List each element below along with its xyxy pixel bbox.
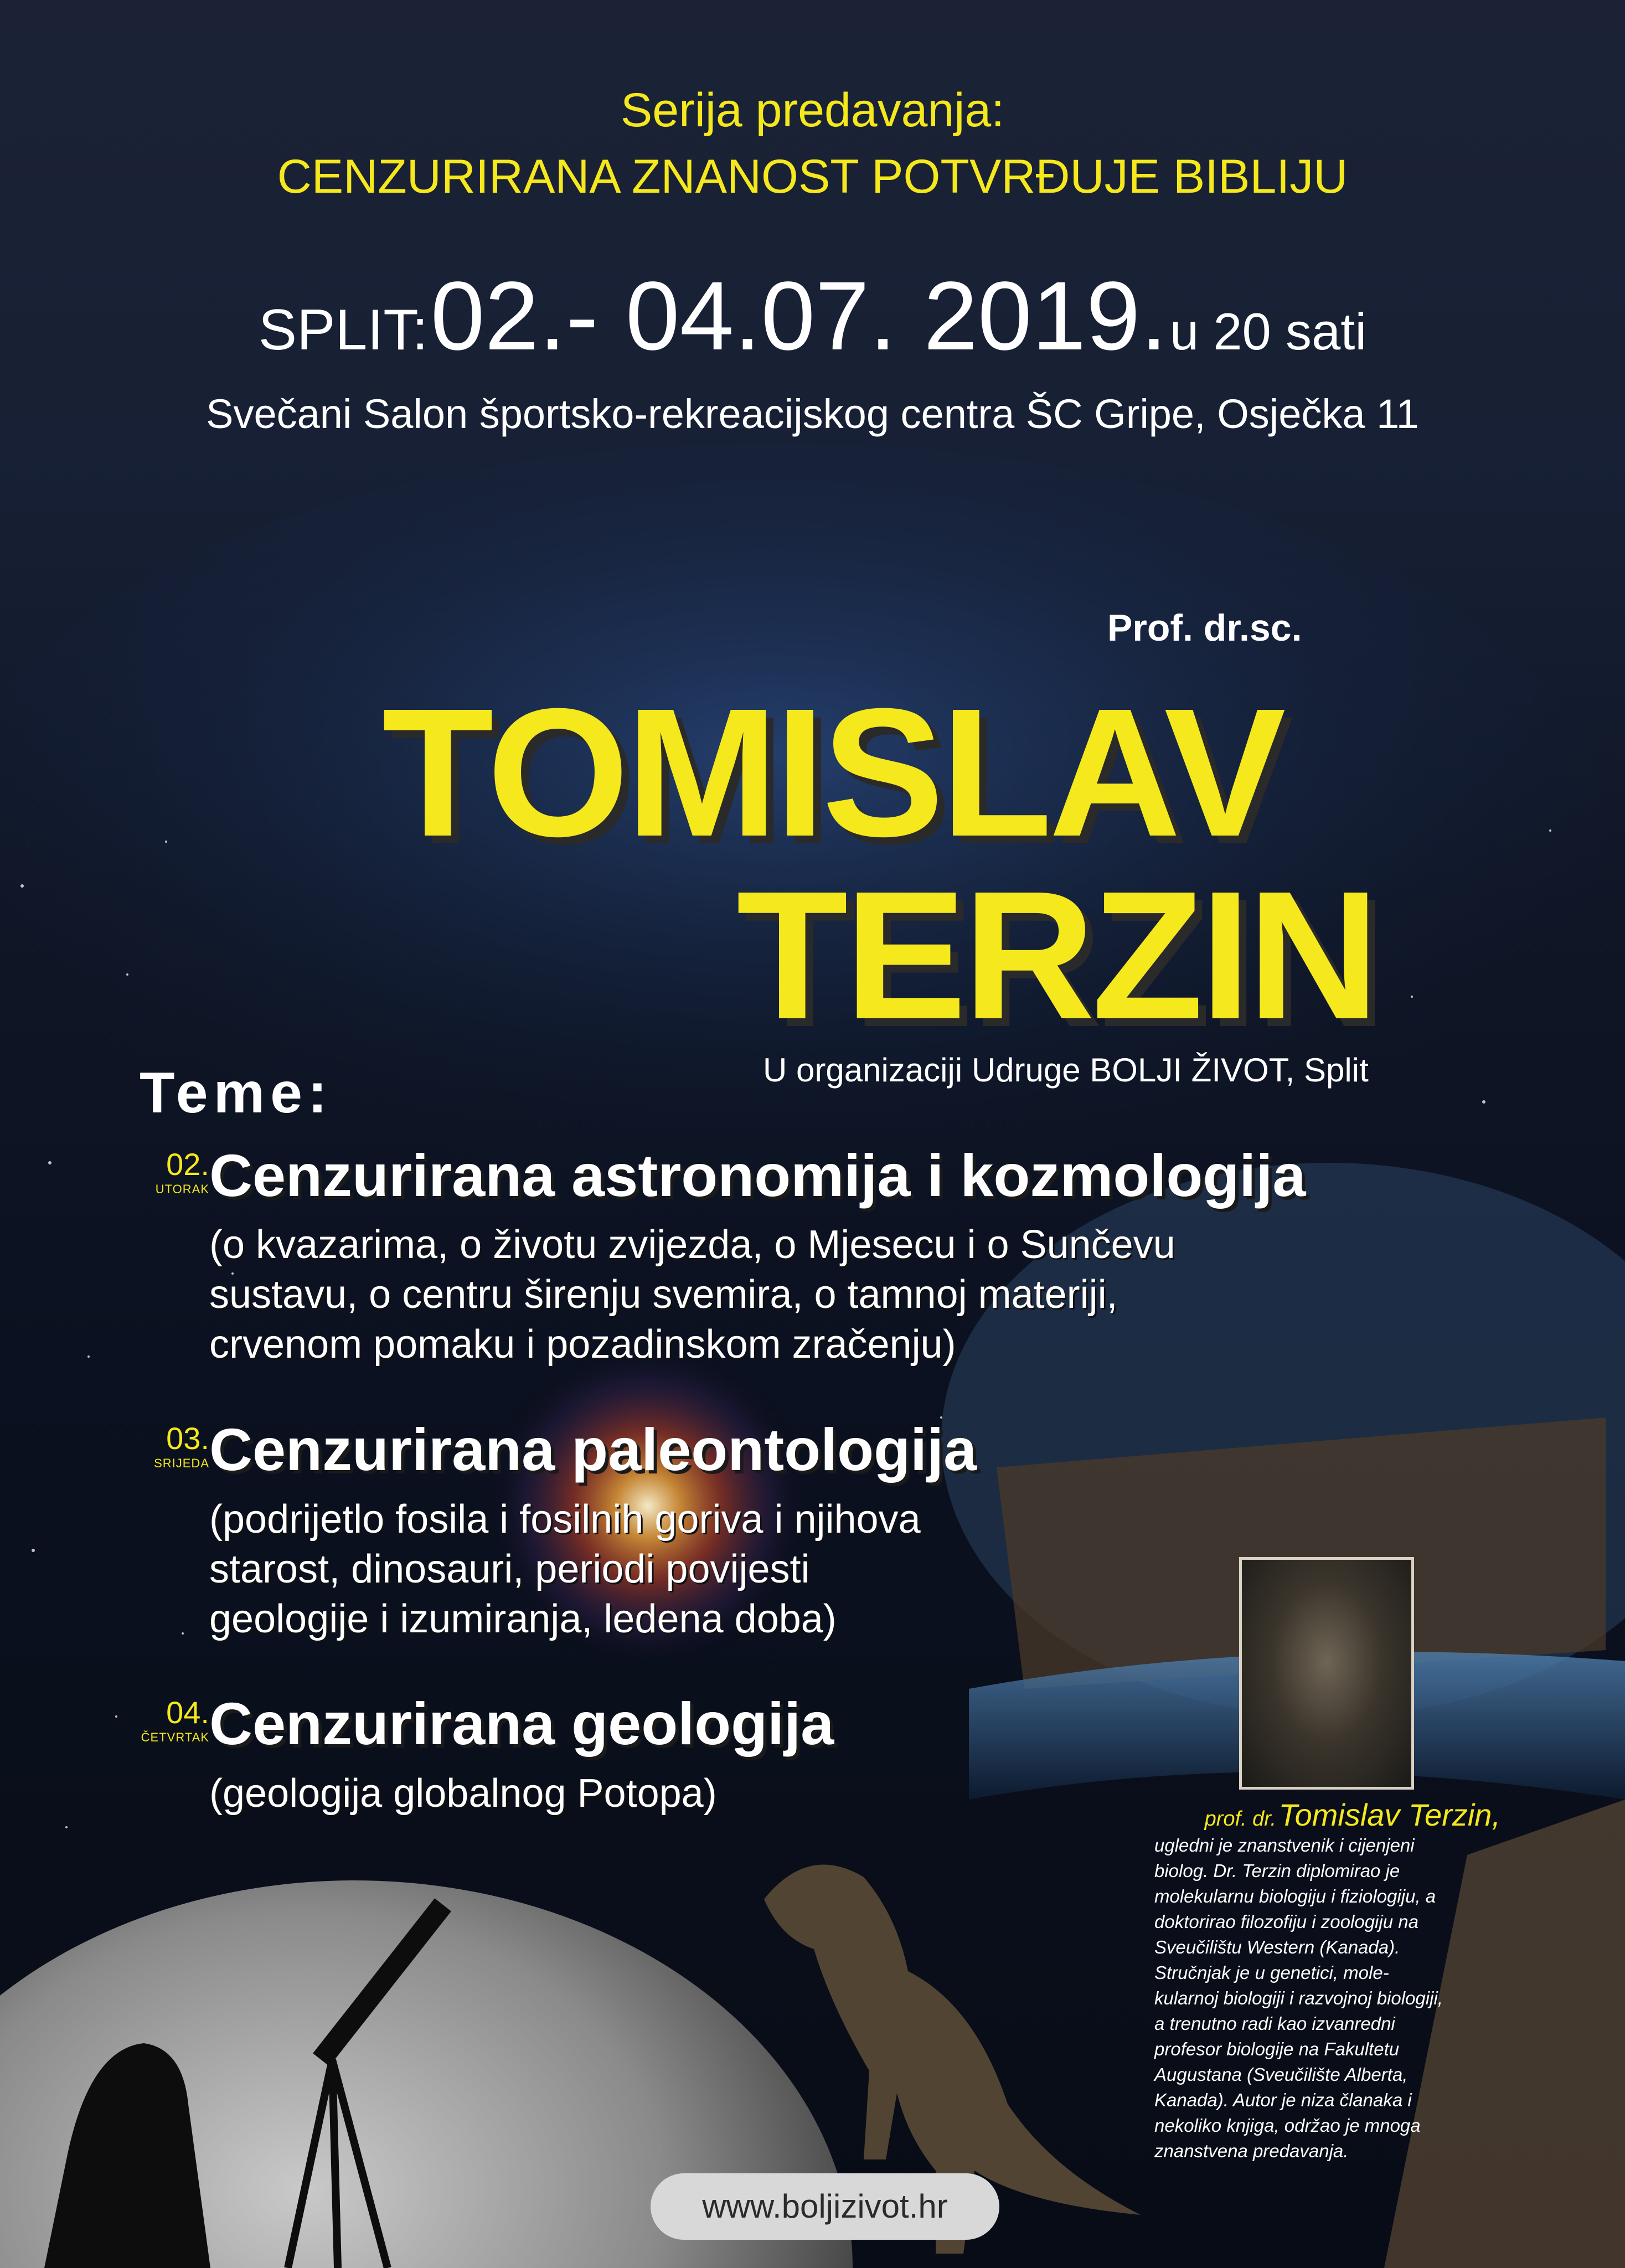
bio-line: Stručnjak je u genetici, mole-	[1154, 1962, 1389, 1983]
topic-1-title: Cenzurirana astronomija i kozmologija	[209, 1142, 1306, 1209]
topic-3-title: Cenzurirana geologija	[209, 1690, 834, 1757]
topic-2-title: Cenzurirana paleontologija	[209, 1416, 977, 1483]
bio-line: profesor biologije na Fakultetu	[1154, 2039, 1400, 2059]
topic-1-day: UTORAK	[155, 1182, 209, 1196]
topic-2-number: 03.	[166, 1421, 209, 1456]
topic-1-desc-line-1: (o kvazarima, o životu zvijezda, o Mjesecu i o Sunčevu	[209, 1223, 1175, 1267]
bio-line: Kanada). Autor je niza članaka i	[1154, 2090, 1412, 2110]
topic-1-desc-line-2: sustavu, o centru širenju svemira, o tamnoj materiji,	[209, 1272, 1118, 1317]
bio-line: Augustana (Sveučilište Alberta,	[1154, 2064, 1408, 2085]
topic-1-number: 02.	[166, 1147, 209, 1182]
bio-prefix: prof. dr.	[1204, 1807, 1277, 1831]
bio-heading	[1154, 1797, 1500, 1833]
city-label: SPLIT:	[258, 298, 429, 362]
bio-line: nekoliko knjiga, održao je mnoga	[1154, 2115, 1421, 2136]
topic-2-desc-line-2: starost, dinosauri, periodi povijesti	[209, 1547, 810, 1591]
bio-line: biolog. Dr. Terzin diplomirao je	[1154, 1860, 1400, 1881]
bio-line: a trenutno radi kao izvanredni	[1154, 2013, 1395, 2034]
speaker-last-name: TERZIN	[736, 853, 1376, 1057]
topic-3-day: ČETVRTAK	[141, 1730, 209, 1744]
organizer: U organizaciji Udruge BOLJI ŽIVOT, Split	[763, 1051, 1369, 1089]
bio-line: znanstvena predavanja.	[1154, 2141, 1349, 2161]
bio-line: Sveučilištu Western (Kanada).	[1154, 1937, 1400, 1957]
series-label: Serija predavanja:	[620, 84, 1005, 137]
bio-line: kularnoj biologiji i razvojnoj biologiji,	[1154, 1988, 1443, 2008]
website-link[interactable]: www.boljizivot.hr	[651, 2173, 999, 2240]
date-line	[0, 260, 1625, 372]
speaker-photo	[1239, 1557, 1414, 1790]
event-dates: 02.- 04.07. 2019.	[430, 262, 1168, 370]
bio-line: doktorirao filozofiju i zoologiju na	[1154, 1911, 1418, 1932]
topic-3-desc-line-1: (geologija globalnog Potopa)	[209, 1771, 717, 1816]
topic-3-number: 04.	[166, 1695, 209, 1730]
speaker-title: Prof. dr.sc.	[1107, 607, 1302, 649]
bio-name: Tomislav Terzin,	[1278, 1797, 1500, 1832]
topic-1-desc-line-3: crvenom pomaku i pozadinskom zračenju)	[209, 1322, 956, 1367]
topic-2-desc-line-3: geologije i izumiranja, ledena doba)	[209, 1597, 837, 1641]
series-title: CENZURIRANA ZNANOST POTVRĐUJE BIBLIJU	[277, 150, 1348, 203]
speaker-bio	[1154, 1797, 1500, 2164]
bio-line: ugledni je znanstvenik i cijenjeni	[1154, 1835, 1415, 1855]
topic-2-day: SRIJEDA	[154, 1456, 209, 1470]
event-time: u 20 sati	[1169, 302, 1367, 360]
topic-2-desc-line-1: (podrijetlo fosila i fosilnih goriva i njihova	[209, 1497, 921, 1542]
venue: Svečani Salon športsko-rekreacijskog centra ŠC Gripe, Osječka 11	[206, 391, 1419, 437]
topics-heading: Teme:	[140, 1061, 333, 1125]
bio-line: molekularnu biologiju i fiziologiju, a	[1154, 1886, 1436, 1906]
speaker-first-name: TOMISLAV	[382, 670, 1283, 874]
